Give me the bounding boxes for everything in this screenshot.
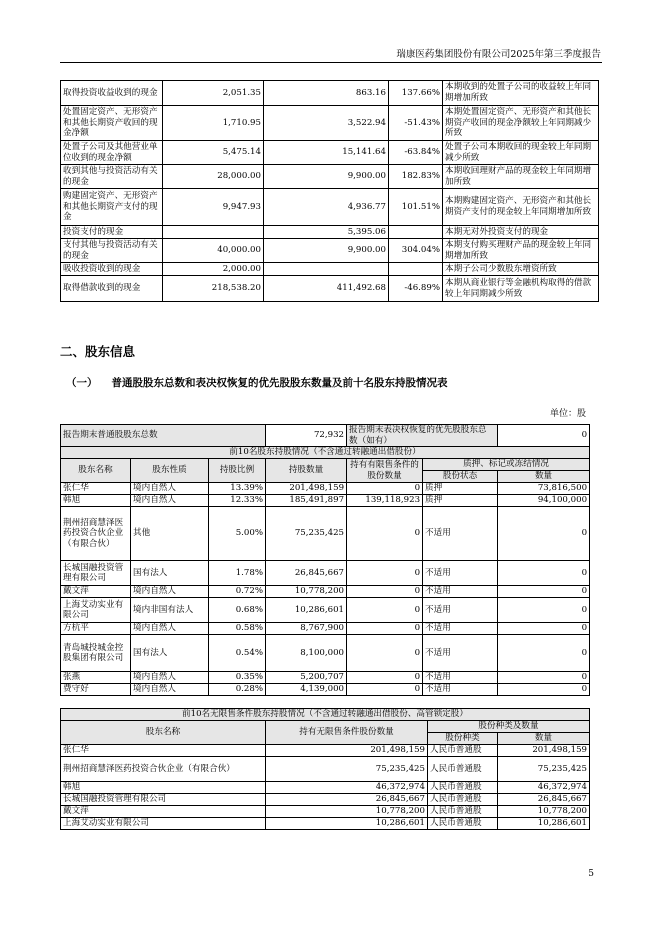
shareholder-ratio: 1.78% xyxy=(209,561,266,586)
share-type: 人民币普通股 xyxy=(428,745,498,757)
shareholder-name: 青岛城投城金控股集团有限公司 xyxy=(61,635,131,672)
share-type: 人民币普通股 xyxy=(428,782,498,794)
subsection-title xyxy=(66,375,448,390)
change-cell: -51.43% xyxy=(389,106,443,141)
pledged-count: 0 xyxy=(498,561,590,586)
reason-cell: 本期购建固定资产、无形资产和其他长期资产支付的现金较上年同期增加所致 xyxy=(443,189,599,226)
prior-period-cell: 9,900.00 xyxy=(264,239,389,263)
reason-cell: 本期子公司少数股东增资所致 xyxy=(443,263,599,276)
table-row xyxy=(61,141,599,165)
table-row xyxy=(61,757,590,782)
pledge-status: 质押 xyxy=(423,483,498,495)
current-period-cell: 40,000.00 xyxy=(163,239,264,263)
pledged-count: 0 xyxy=(498,623,590,635)
shareholder-restricted: 0 xyxy=(347,483,423,495)
header-unrestricted-count: 持有无限售条件股份数量 xyxy=(266,721,428,745)
pledged-count: 0 xyxy=(498,586,590,598)
caption-row xyxy=(61,447,590,459)
pledge-status: 不适用 xyxy=(423,684,498,696)
pledge-status: 不适用 xyxy=(423,672,498,684)
shareholder-nature: 境内自然人 xyxy=(131,623,209,635)
pledged-count: 0 xyxy=(498,507,590,561)
reason-cell: 本期收回理财产品的现金较上年同期增加所致 xyxy=(443,165,599,189)
shareholder-nature: 境内自然人 xyxy=(131,672,209,684)
header-count: 持股数量 xyxy=(266,459,347,483)
change-cell xyxy=(389,263,443,276)
item-cell: 取得投资收益收到的现金 xyxy=(61,81,163,106)
shareholder-nature: 境内非国有法人 xyxy=(131,598,209,623)
table-row xyxy=(61,586,590,598)
shareholder-nature: 国有法人 xyxy=(131,561,209,586)
shareholder-ratio: 0.35% xyxy=(209,672,266,684)
shareholder-restricted: 0 xyxy=(347,672,423,684)
prior-period-cell: 411,492.68 xyxy=(264,276,389,302)
header-share-type: 股份种类 xyxy=(428,733,498,745)
preferred-holders-label: 报告期末表决权恢复的优先股股东总数（如有） xyxy=(347,425,498,447)
shareholder-name: 戴文萍 xyxy=(61,586,131,598)
share-type-count: 26,845,667 xyxy=(498,794,590,806)
shareholder-nature: 国有法人 xyxy=(131,635,209,672)
unrestricted-count: 75,235,425 xyxy=(266,757,428,782)
shareholder-name: 张仁华 xyxy=(61,483,131,495)
shareholder-name: 长城国融投资管理有限公司 xyxy=(61,561,131,586)
table-row xyxy=(61,81,599,106)
item-cell: 支付其他与投资活动有关的现金 xyxy=(61,239,163,263)
preferred-holders-value: 0 xyxy=(498,425,590,447)
reason-cell: 处置子公司本期收回的现金较上年同期减少所致 xyxy=(443,141,599,165)
shareholder-restricted: 0 xyxy=(347,507,423,561)
pledge-status: 不适用 xyxy=(423,507,498,561)
shareholder-ratio: 0.54% xyxy=(209,635,266,672)
shareholder-name: 韩旭 xyxy=(61,495,131,507)
shareholder-nature: 境内自然人 xyxy=(131,586,209,598)
header-divider xyxy=(60,62,602,63)
current-period-cell: 2,051.35 xyxy=(163,81,264,106)
item-cell: 处置固定资产、无形资产和其他长期资产收回的现金净额 xyxy=(61,106,163,141)
report-header-title: 瑞康医药集团股份有限公司2025年第三季度报告 xyxy=(396,49,601,60)
page-number: 5 xyxy=(588,869,594,879)
reason-cell: 本期处置固定资产、无形资产和其他长期资产收回的现金净额较上年同期减少所致 xyxy=(443,106,599,141)
shareholder-count: 4,139,000 xyxy=(266,684,347,696)
item-cell: 收到其他与投资活动有关的现金 xyxy=(61,165,163,189)
header-pledge-count: 数量 xyxy=(498,471,590,483)
shareholder-count: 5,200,707 xyxy=(266,672,347,684)
shareholder-nature: 境内自然人 xyxy=(131,495,209,507)
table-row xyxy=(61,561,590,586)
table-row xyxy=(61,189,599,226)
reason-cell: 本期支付购买理财产品的现金较上年同期增加所致 xyxy=(443,239,599,263)
share-type-count: 46,372,974 xyxy=(498,782,590,794)
unrestricted-count: 201,498,159 xyxy=(266,745,428,757)
header-nature: 股东性质 xyxy=(131,459,209,483)
table-row xyxy=(61,745,590,757)
total-holders-label: 报告期末普通股股东总数 xyxy=(61,425,266,447)
shareholder-count: 75,235,425 xyxy=(266,507,347,561)
unrestricted-count: 46,372,974 xyxy=(266,782,428,794)
shareholder-count: 185,491,897 xyxy=(266,495,347,507)
change-cell: -63.84% xyxy=(389,141,443,165)
table-row xyxy=(61,106,599,141)
current-period-cell: 9,947.93 xyxy=(163,189,264,226)
pledged-count: 73,816,500 xyxy=(498,483,590,495)
header-pledge: 质押、标记或冻结情况 xyxy=(423,459,590,471)
change-cell: -46.89% xyxy=(389,276,443,302)
prior-period-cell xyxy=(264,263,389,276)
share-type: 人民币普通股 xyxy=(428,818,498,830)
table-row xyxy=(61,263,599,276)
shareholder-name: 荆州招商慧泽医药投资合伙企业（有限合伙） xyxy=(61,757,266,782)
current-period-cell: 2,000.00 xyxy=(163,263,264,276)
shareholder-restricted: 0 xyxy=(347,561,423,586)
prior-period-cell: 9,900.00 xyxy=(264,165,389,189)
unit-label: 单位：股 xyxy=(549,409,586,419)
pledged-count: 0 xyxy=(498,672,590,684)
shareholder-ratio: 0.68% xyxy=(209,598,266,623)
item-cell: 取得借款收到的现金 xyxy=(61,276,163,302)
current-period-cell: 218,538.20 xyxy=(163,276,264,302)
header-name: 股东名称 xyxy=(61,721,266,745)
shareholder-restricted: 0 xyxy=(347,598,423,623)
shareholder-count: 26,845,667 xyxy=(266,561,347,586)
caption-row xyxy=(61,709,590,721)
item-cell: 购建固定资产、无形资产和其他长期资产支付的现金 xyxy=(61,189,163,226)
shareholder-ratio: 0.58% xyxy=(209,623,266,635)
change-cell: 182.83% xyxy=(389,165,443,189)
item-cell: 投资支付的现金 xyxy=(61,226,163,239)
table-row xyxy=(61,239,599,263)
reason-cell: 本期无对外投资支付的现金 xyxy=(443,226,599,239)
prior-period-cell: 3,522.94 xyxy=(264,106,389,141)
share-type: 人民币普通股 xyxy=(428,757,498,782)
shareholder-restricted: 0 xyxy=(347,586,423,598)
share-type-count: 10,778,200 xyxy=(498,806,590,818)
subsection-number: （一） xyxy=(66,377,98,389)
pledge-status: 质押 xyxy=(423,495,498,507)
shareholder-restricted: 0 xyxy=(347,635,423,672)
header-restricted: 持有有限售条件的股份数量 xyxy=(347,459,423,483)
shareholder-name: 上海艾动实业有限公司 xyxy=(61,818,266,830)
table-row xyxy=(61,165,599,189)
table-row xyxy=(61,495,590,507)
table-row xyxy=(61,672,590,684)
pledge-status: 不适用 xyxy=(423,635,498,672)
change-cell xyxy=(389,226,443,239)
shareholder-name: 戴文萍 xyxy=(61,806,266,818)
share-type-count: 75,235,425 xyxy=(498,757,590,782)
item-cell: 吸收投资收到的现金 xyxy=(61,263,163,276)
table-row xyxy=(61,635,590,672)
table-row xyxy=(61,623,590,635)
pledged-count: 94,100,000 xyxy=(498,495,590,507)
header-row xyxy=(61,459,590,471)
prior-period-cell: 863.16 xyxy=(264,81,389,106)
header-share-type-group: 股份种类及数量 xyxy=(428,721,590,733)
table-row xyxy=(61,818,590,830)
table-row xyxy=(61,507,590,561)
shareholder-restricted: 0 xyxy=(347,623,423,635)
current-period-cell: 1,710.95 xyxy=(163,106,264,141)
shareholder-nature: 境内自然人 xyxy=(131,684,209,696)
shareholder-count: 8,100,000 xyxy=(266,635,347,672)
total-holders-value: 72,932 xyxy=(266,425,347,447)
shareholder-restricted: 139,118,923 xyxy=(347,495,423,507)
prior-period-cell: 4,936.77 xyxy=(264,189,389,226)
shareholder-name: 上海艾动实业有限公司 xyxy=(61,598,131,623)
shareholder-name: 韩旭 xyxy=(61,782,266,794)
change-cell: 101.51% xyxy=(389,189,443,226)
change-cell: 304.04% xyxy=(389,239,443,263)
table-row xyxy=(61,226,599,239)
shareholder-count: 10,286,601 xyxy=(266,598,347,623)
change-cell: 137.66% xyxy=(389,81,443,106)
pledge-status: 不适用 xyxy=(423,561,498,586)
shareholder-ratio: 0.28% xyxy=(209,684,266,696)
table-row xyxy=(61,806,590,818)
subsection-text: 普通股股东总数和表决权恢复的优先股股东数量及前十名股东持股情况表 xyxy=(111,377,448,389)
prior-period-cell: 5,395.06 xyxy=(264,226,389,239)
shareholder-nature: 境内自然人 xyxy=(131,483,209,495)
item-cell: 处置子公司及其他营业单位收到的现金净额 xyxy=(61,141,163,165)
shareholder-name: 荆州招商慧泽医药投资合伙企业（有限合伙） xyxy=(61,507,131,561)
pledge-status: 不适用 xyxy=(423,623,498,635)
table-row xyxy=(61,598,590,623)
reason-cell: 本期从商业银行等金融机构取得的借款较上年同期减少所致 xyxy=(443,276,599,302)
shareholder-count: 10,778,200 xyxy=(266,586,347,598)
shareholder-count: 8,767,900 xyxy=(266,623,347,635)
shareholder-name: 长城国融投资管理有限公司 xyxy=(61,794,266,806)
pledge-status: 不适用 xyxy=(423,598,498,623)
share-type: 人民币普通股 xyxy=(428,806,498,818)
prior-period-cell: 15,141.64 xyxy=(264,141,389,165)
table-row xyxy=(61,483,590,495)
top10-shareholders-table xyxy=(60,424,590,696)
shareholder-ratio: 12.33% xyxy=(209,495,266,507)
header-ratio: 持股比例 xyxy=(209,459,266,483)
header-pledge-status: 股份状态 xyxy=(423,471,498,483)
share-type-count: 10,286,601 xyxy=(498,818,590,830)
reason-cell: 本期收到的处置子公司的收益较上年同期增加所致 xyxy=(443,81,599,106)
shareholder-restricted: 0 xyxy=(347,684,423,696)
table-row xyxy=(61,782,590,794)
header-share-type-count: 数量 xyxy=(498,733,590,745)
unrestricted-caption: 前10名无限售条件股东持股情况（不含通过转融通出借股份、高管锁定股） xyxy=(61,709,590,721)
shareholder-name: 张仁华 xyxy=(61,745,266,757)
shareholder-ratio: 13.39% xyxy=(209,483,266,495)
unrestricted-count: 10,778,200 xyxy=(266,806,428,818)
header-name: 股东名称 xyxy=(61,459,131,483)
shareholder-nature: 其他 xyxy=(131,507,209,561)
top10-caption: 前10名股东持股情况（不含通过转融通出借股份） xyxy=(61,447,590,459)
pledged-count: 0 xyxy=(498,684,590,696)
pledge-status: 不适用 xyxy=(423,586,498,598)
unrestricted-count: 10,286,601 xyxy=(266,818,428,830)
summary-row xyxy=(61,425,590,447)
shareholder-name: 方杭平 xyxy=(61,623,131,635)
header-row xyxy=(61,721,590,733)
unrestricted-count: 26,845,667 xyxy=(266,794,428,806)
current-period-cell: 28,000.00 xyxy=(163,165,264,189)
table-row xyxy=(61,684,590,696)
pledged-count: 0 xyxy=(498,635,590,672)
shareholder-name: 张燕 xyxy=(61,672,131,684)
table-row xyxy=(61,276,599,302)
shareholder-count: 201,498,159 xyxy=(266,483,347,495)
shareholder-ratio: 5.00% xyxy=(209,507,266,561)
pledged-count: 0 xyxy=(498,598,590,623)
table-row xyxy=(61,794,590,806)
shareholder-name: 费守好 xyxy=(61,684,131,696)
share-type-count: 201,498,159 xyxy=(498,745,590,757)
shareholder-ratio: 0.72% xyxy=(209,586,266,598)
cash-flow-changes-table xyxy=(60,80,599,302)
unrestricted-shareholders-table xyxy=(60,708,590,830)
current-period-cell xyxy=(163,226,264,239)
section-title: 二、股东信息 xyxy=(60,344,136,359)
share-type: 人民币普通股 xyxy=(428,794,498,806)
current-period-cell: 5,475.14 xyxy=(163,141,264,165)
